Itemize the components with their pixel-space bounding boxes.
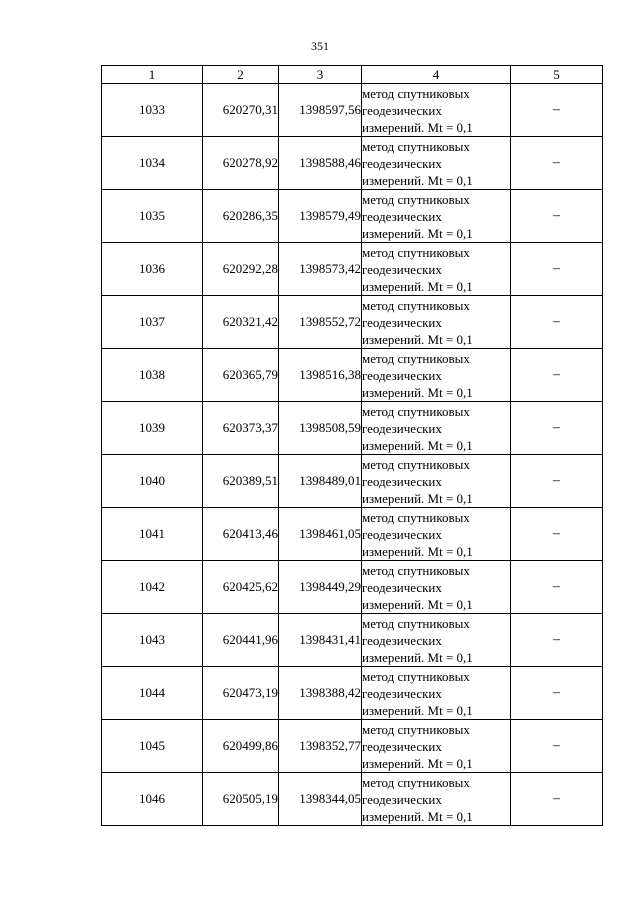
method-text-line: измерений. Mt = 0,1 (362, 808, 473, 824)
table-row (102, 190, 603, 243)
table-row (102, 349, 603, 402)
coordinate-y-cell: 1398344,05 (279, 773, 362, 826)
coordinate-y-cell: 1398489,01 (279, 455, 362, 508)
table-row (102, 455, 603, 508)
method-text-line: метод спутниковых (362, 191, 470, 207)
point-number-cell: 1042 (102, 561, 203, 614)
method-text-line: геодезических (362, 420, 442, 436)
note-cell: – (511, 773, 603, 826)
method-text-line: измерений. Mt = 0,1 (362, 649, 473, 665)
note-cell: – (511, 84, 603, 137)
method-text-line: измерений. Mt = 0,1 (362, 437, 473, 453)
coordinates-table (101, 65, 603, 826)
table-row (102, 614, 603, 667)
column-header-4: 4 (362, 66, 511, 84)
page-number: 351 (311, 39, 329, 53)
method-cell (362, 296, 511, 349)
note-cell: – (511, 137, 603, 190)
method-text-line: измерений. Mt = 0,1 (362, 278, 473, 294)
method-cell (362, 349, 511, 402)
method-text-line: геодезических (362, 685, 442, 701)
coordinate-y-cell: 1398597,56 (279, 84, 362, 137)
point-number-cell: 1038 (102, 349, 203, 402)
table-row (102, 773, 603, 826)
coordinate-x-cell: 620473,19 (203, 667, 279, 720)
method-text-line: измерений. Mt = 0,1 (362, 702, 473, 718)
note-cell: – (511, 561, 603, 614)
coordinate-x-cell: 620321,42 (203, 296, 279, 349)
coordinate-y-cell: 1398508,59 (279, 402, 362, 455)
coordinate-x-cell: 620373,37 (203, 402, 279, 455)
coordinate-y-cell: 1398516,38 (279, 349, 362, 402)
coordinate-y-cell: 1398352,77 (279, 720, 362, 773)
column-header-2: 2 (203, 66, 279, 84)
note-cell: – (511, 243, 603, 296)
method-cell (362, 508, 511, 561)
method-text-line: геодезических (362, 367, 442, 383)
point-number-cell: 1037 (102, 296, 203, 349)
method-cell (362, 561, 511, 614)
method-text-line: геодезических (362, 526, 442, 542)
method-text-line: измерений. Mt = 0,1 (362, 543, 473, 559)
coordinate-x-cell: 620270,31 (203, 84, 279, 137)
method-text-line: геодезических (362, 473, 442, 489)
coordinate-y-cell: 1398388,42 (279, 667, 362, 720)
method-text-line: геодезических (362, 102, 442, 118)
table-row (102, 561, 603, 614)
note-cell: – (511, 455, 603, 508)
method-text-line: метод спутниковых (362, 138, 470, 154)
method-text-line: метод спутниковых (362, 456, 470, 472)
method-cell (362, 190, 511, 243)
column-header-1: 1 (102, 66, 203, 84)
coordinate-x-cell: 620499,86 (203, 720, 279, 773)
method-text-line: измерений. Mt = 0,1 (362, 119, 473, 135)
column-header-3: 3 (279, 66, 362, 84)
note-cell: – (511, 190, 603, 243)
note-cell: – (511, 349, 603, 402)
method-cell (362, 455, 511, 508)
coordinate-x-cell: 620413,46 (203, 508, 279, 561)
method-text-line: измерений. Mt = 0,1 (362, 225, 473, 241)
method-text-line: метод спутниковых (362, 562, 470, 578)
note-cell: – (511, 296, 603, 349)
method-text-line: метод спутниковых (362, 721, 470, 737)
table-row (102, 667, 603, 720)
point-number-cell: 1045 (102, 720, 203, 773)
coordinate-x-cell: 620278,92 (203, 137, 279, 190)
coordinate-y-cell: 1398552,72 (279, 296, 362, 349)
method-text-line: измерений. Mt = 0,1 (362, 384, 473, 400)
coordinate-y-cell: 1398461,05 (279, 508, 362, 561)
table-row (102, 508, 603, 561)
table-body (102, 84, 603, 826)
table-row (102, 296, 603, 349)
method-text-line: измерений. Mt = 0,1 (362, 172, 473, 188)
point-number-cell: 1040 (102, 455, 203, 508)
point-number-cell: 1035 (102, 190, 203, 243)
method-text-line: метод спутниковых (362, 85, 470, 101)
method-text-line: геодезических (362, 314, 442, 330)
method-text-line: метод спутниковых (362, 668, 470, 684)
coordinate-x-cell: 620365,79 (203, 349, 279, 402)
method-text-line: измерений. Mt = 0,1 (362, 755, 473, 771)
method-text-line: метод спутниковых (362, 350, 470, 366)
point-number-cell: 1044 (102, 667, 203, 720)
table-row (102, 243, 603, 296)
coordinate-x-cell: 620425,62 (203, 561, 279, 614)
coordinate-x-cell: 620441,96 (203, 614, 279, 667)
method-text-line: геодезических (362, 261, 442, 277)
note-cell: – (511, 402, 603, 455)
coordinate-y-cell: 1398573,42 (279, 243, 362, 296)
point-number-cell: 1034 (102, 137, 203, 190)
method-cell (362, 402, 511, 455)
point-number-cell: 1039 (102, 402, 203, 455)
table-row (102, 720, 603, 773)
table-header (102, 66, 603, 84)
point-number-cell: 1033 (102, 84, 203, 137)
method-cell (362, 667, 511, 720)
note-cell: – (511, 667, 603, 720)
method-cell (362, 84, 511, 137)
coordinate-x-cell: 620389,51 (203, 455, 279, 508)
point-number-cell: 1046 (102, 773, 203, 826)
table-row (102, 402, 603, 455)
method-text-line: метод спутниковых (362, 615, 470, 631)
header-row (102, 66, 603, 84)
method-text-line: метод спутниковых (362, 774, 470, 790)
method-text-line: геодезических (362, 155, 442, 171)
method-cell (362, 773, 511, 826)
column-header-5: 5 (511, 66, 603, 84)
coordinate-x-cell: 620286,35 (203, 190, 279, 243)
coordinate-y-cell: 1398431,41 (279, 614, 362, 667)
coordinate-y-cell: 1398449,29 (279, 561, 362, 614)
method-text-line: геодезических (362, 208, 442, 224)
method-text-line: геодезических (362, 738, 442, 754)
method-text-line: метод спутниковых (362, 509, 470, 525)
method-text-line: метод спутниковых (362, 403, 470, 419)
point-number-cell: 1036 (102, 243, 203, 296)
coordinate-x-cell: 620505,19 (203, 773, 279, 826)
method-text-line: измерений. Mt = 0,1 (362, 331, 473, 347)
note-cell: – (511, 720, 603, 773)
method-text-line: измерений. Mt = 0,1 (362, 490, 473, 506)
method-cell (362, 243, 511, 296)
note-cell: – (511, 614, 603, 667)
coordinate-y-cell: 1398588,46 (279, 137, 362, 190)
method-text-line: геодезических (362, 791, 442, 807)
method-cell (362, 720, 511, 773)
method-text-line: геодезических (362, 632, 442, 648)
method-text-line: метод спутниковых (362, 297, 470, 313)
point-number-cell: 1043 (102, 614, 203, 667)
method-text-line: геодезических (362, 579, 442, 595)
table-row (102, 137, 603, 190)
point-number-cell: 1041 (102, 508, 203, 561)
method-cell (362, 137, 511, 190)
note-cell: – (511, 508, 603, 561)
coordinate-y-cell: 1398579,49 (279, 190, 362, 243)
method-text-line: метод спутниковых (362, 244, 470, 260)
method-text-line: измерений. Mt = 0,1 (362, 596, 473, 612)
coordinate-x-cell: 620292,28 (203, 243, 279, 296)
table-row (102, 84, 603, 137)
method-cell (362, 614, 511, 667)
